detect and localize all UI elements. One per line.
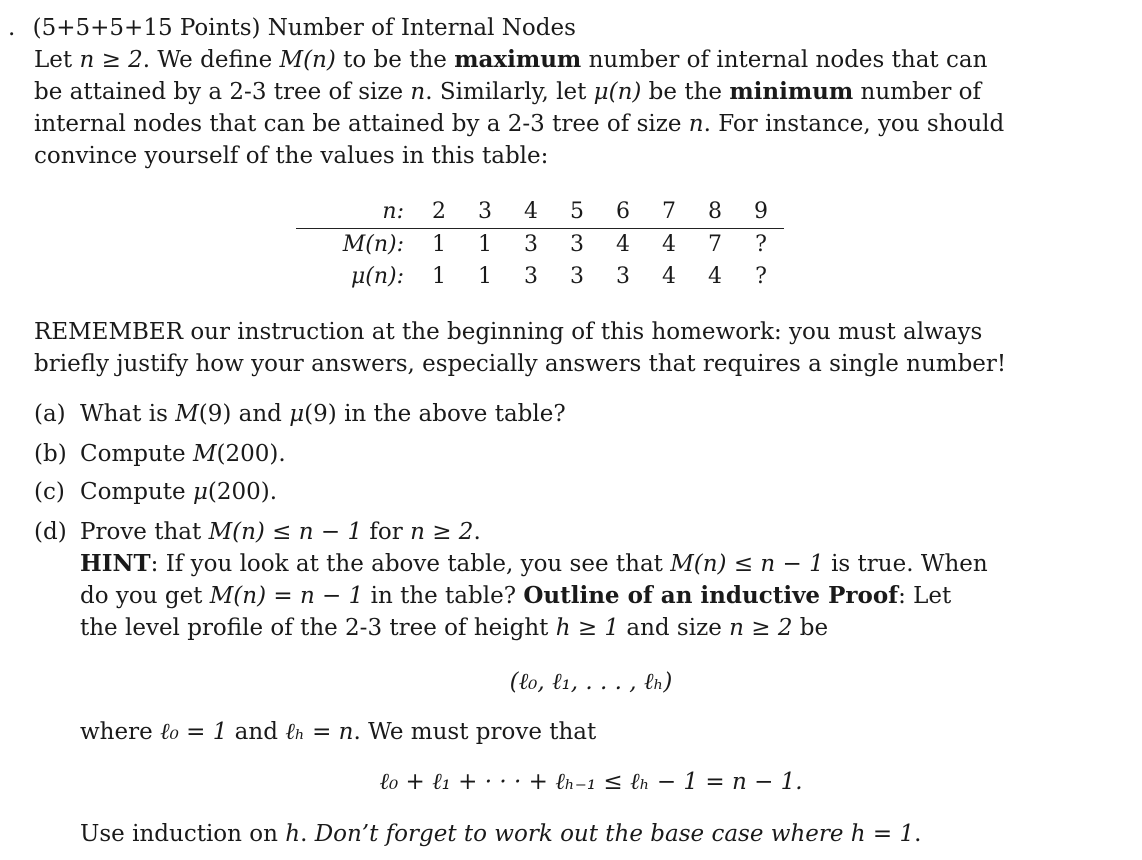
cell: 4 [662,264,676,289]
text: Use induction on [80,821,286,847]
text: the level profile of the 2-3 tree of height [80,615,556,641]
item-label: (c) [34,479,65,505]
math: h [285,821,301,847]
values-table [296,196,784,293]
italic-text: Don’t forget to work out the base case where [314,821,851,847]
points-label: (5+5+5+15 Points) [32,15,261,41]
text: in the table? [363,583,524,609]
hint-line-1 [80,548,988,580]
cell: 1 [432,264,446,289]
text: to be the [335,47,455,73]
cell: 8 [692,196,738,229]
math: μ [289,401,305,427]
text: do you get [80,583,210,609]
cell: 9 [738,196,784,229]
text: for [362,519,411,545]
row-label: M(n): [342,232,404,257]
cell: 3 [524,232,538,257]
problem-title: Number of Internal Nodes [267,15,576,41]
intro-line-1 [34,44,987,76]
item-label: (d) [34,519,67,545]
text: (200). [207,479,278,505]
text: be [792,615,829,641]
text: : Let [898,583,952,609]
intro-line-4: convince yourself of the values in this table: [34,143,549,169]
text: be attained by a 2-3 tree of size [34,79,411,105]
intro-line-2 [34,76,981,108]
cell: 3 [570,264,584,289]
cell: 2 [416,196,462,229]
where-line [80,716,596,748]
cell: ? [755,264,767,289]
bold-text: minimum [729,78,854,105]
text: (9) and [198,401,290,427]
cell: 6 [600,196,646,229]
text: . We must prove that [353,719,597,745]
cell: 4 [508,196,554,229]
item-label: (a) [34,401,66,427]
math: h = 1 [850,821,915,847]
item-a [34,398,566,430]
text: Compute [80,441,193,467]
math: n ≥ 2 [729,615,793,641]
level-profile-tuple: (ℓ₀, ℓ₁, . . . , ℓₕ) [509,669,673,695]
text: and [227,719,286,745]
intro-line-3 [34,108,1004,140]
cell: 4 [708,264,722,289]
cell: 7 [646,196,692,229]
text: : If you look at the above table, you see that [150,551,671,577]
cell: 5 [554,196,600,229]
item-b [34,438,286,470]
cell: ? [755,232,767,257]
text: . We define [142,47,280,73]
table-row-max [296,229,784,262]
text: What is [80,401,176,427]
text: Compute [80,479,193,505]
text: be the [641,79,730,105]
text: (9) in the above table? [304,401,566,427]
cell: 3 [570,232,584,257]
cell: 3 [462,196,508,229]
heading-dot: . [8,15,16,41]
problem-heading [8,12,576,44]
text: internal nodes that can be attained by a 2-3 tree of size [34,111,689,137]
row-label: μ(n): [350,264,404,289]
math: M [192,441,217,467]
text: Prove that [80,519,209,545]
text: . [914,821,922,847]
text: and size [619,615,730,641]
text: where [80,719,161,745]
hint-line-2 [80,580,951,612]
math: n ≥ 2 [79,47,143,73]
math: μ(n) [593,79,642,105]
item-label: (b) [34,441,67,467]
induction-line [80,818,921,850]
remember-line-2: briefly justify how your answers, especially answers that requires a single number! [34,351,1007,377]
inequality-equation: ℓ₀ + ℓ₁ + · · · + ℓₕ₋₁ ≤ ℓₕ − 1 = n − 1. [379,769,803,795]
math: M(n) ≤ n − 1 [670,551,824,577]
text: Let [34,47,80,73]
math: μ [192,479,208,505]
table-row-min [296,261,784,293]
hint-line-3 [80,612,828,644]
bold-text: maximum [454,46,582,73]
item-d [34,516,481,548]
cell: 4 [616,232,630,257]
cell: 3 [524,264,538,289]
cell: 4 [662,232,676,257]
remember-line-1: REMEMBER our instruction at the beginning of this homework: you must always [34,319,983,345]
text: . Similarly, let [425,79,594,105]
math: n [410,79,426,105]
math: M(n) ≤ n − 1 [208,519,363,545]
cell: 7 [708,232,722,257]
math: ℓ₀ = 1 [160,719,228,745]
cell: 1 [432,232,446,257]
math: n ≥ 2 [410,519,474,545]
row-label: n: [296,196,416,229]
cell: 1 [478,264,492,289]
text: . For instance, you should [703,111,1005,137]
hint-label: HINT [80,550,151,577]
cell: 1 [478,232,492,257]
text: . [300,821,315,847]
table-row-n [296,196,784,229]
math: M(n) = n − 1 [209,583,364,609]
math: h ≥ 1 [555,615,620,641]
text: is true. When [823,551,988,577]
math: ℓₕ = n [285,719,354,745]
text: number of internal nodes that can [581,47,988,73]
cell: 3 [616,264,630,289]
math: M [175,401,199,427]
text: number of [853,79,981,105]
text: (200). [216,441,286,467]
bold-text: Outline of an inductive Proof [523,582,899,609]
math: M(n) [279,47,336,73]
text: . [473,519,481,545]
math: n [688,111,704,137]
item-c [34,476,277,508]
